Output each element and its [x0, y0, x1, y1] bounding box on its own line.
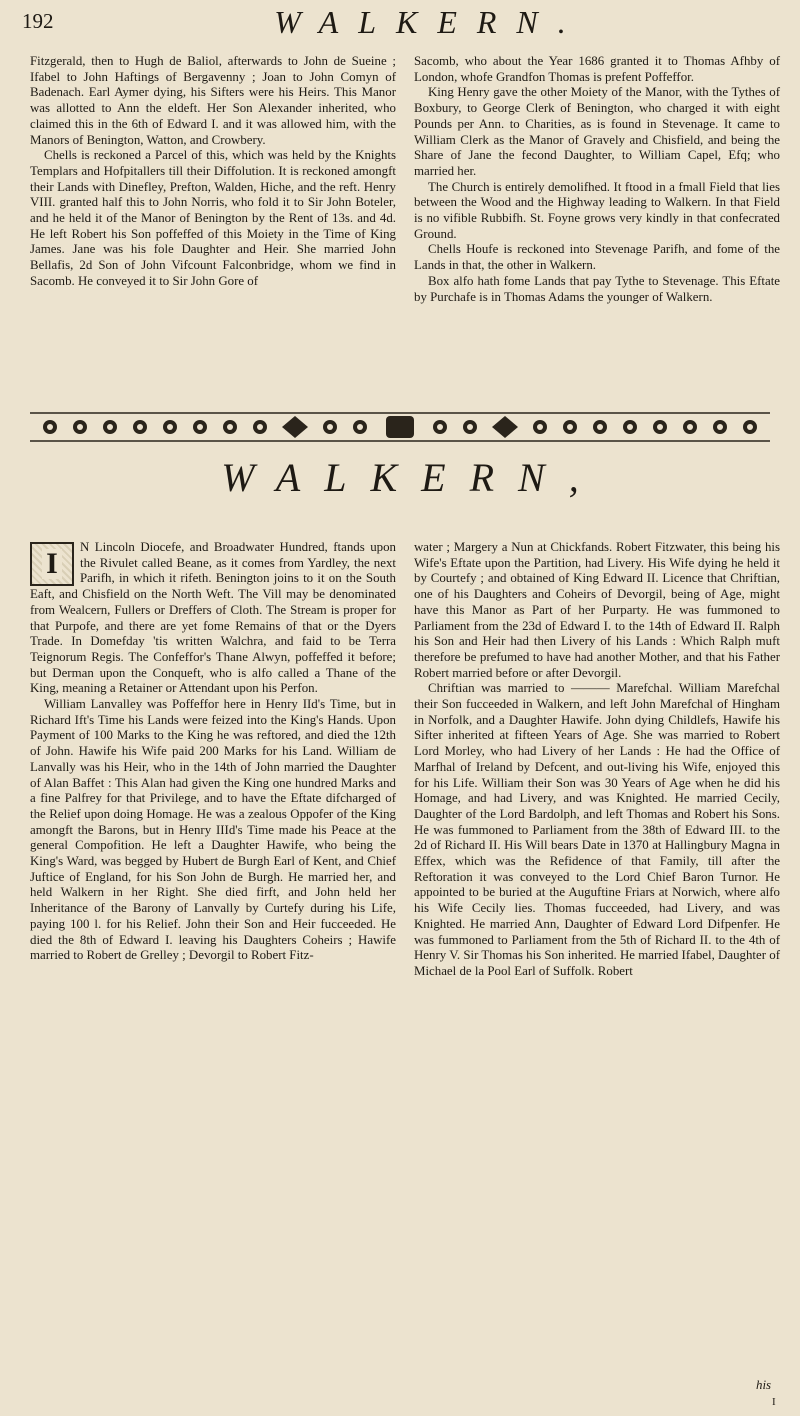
paragraph: Chriftian was married to ——— Marefchal. William Marefchal their Son fucceeded in Walkern, and left John Marefchal of Hingham in Norfolk, and a Daughter Hawife. John dying Childlefs, Hawife his Sifter inherited at fifteen Years of Age. She was married to Robert Lord Morley, who had Livery of her Lands : He had the Office of Marfhal of Ireland by Defcent, and out-living his Wife, enjoyed this for his Life. William their Son was 30 Years of Age when he did his Homage, and had Livery, and was Knighted. He married Cecily, Daughter of the Lord Bardolph, and left Thomas and Robert his Sons. He was fummoned to Parliament from the 38th of Edward III. to the 2d of Richard II. His Will bears Date in 1370 at Hallingbury Magna in Effex, which was the Refidence of that Family, till after the Reftoration it was conveyed to the Lord Chief Baron Turnor. He appointed to be buried at the Auguftine Friars at Norwich, where alfo his Wife Cecily lies. Thomas fucceeded, had Livery, and was Knighted. He married Ann, Daughter of Edward Lord Difpenfer. He was fummoned to Parliament from the 5th of Richard II. to the 4th of Henry V. Sir Thomas his Son inherited. He married Ifabel, Daughter of Michael de la Pool Earl of Suffolk. Robert — [414, 681, 780, 978]
paragraph: water ; Margery a Nun at Chickfands. Robert Fitzwater, this being his Wife's Eftate upon the Partition, had Livery. His Wife dying he held it by Courtefy ; and obtained of King Edward II. Licence that Chriftian, one of his Daughters and Coheirs of Devorgil, being of Age, might have this Manor as Part of her Purparty. He was fummoned to Parliament from the 23d of Edward I. to the 14th of Edward II. Ralph his Son and Heir had then Livery of his Lands : Which Ralph muft therefore be prefumed to have had another Mother, and that his Father Robert married before or after Devorgil. — [414, 540, 780, 680]
left-column-bottom — [30, 540, 396, 964]
catchword: his — [756, 1378, 772, 1392]
paragraph: King Henry gave the other Moiety of the Manor, with the Tythes of Boxbury, to George Clerk of Benington, who charged it with eight Pounds per Ann. to Charities, as is found in Stevenage. It came to William Clerk as the Manor of Gravely and Chisfield, and being the Share of Jane the fecond Daughter, to William Capel, Efq; who married her. — [414, 85, 780, 178]
section-title: WALKERN, — [221, 455, 603, 500]
paragraph-text: N Lincoln Diocefe, and Broadwater Hundred, ftands upon the Rivulet called Beane, as it comes from Yardley, the next Parifh, in which it rifeth. Benington joins to it on the South Eaft, and Chisfield on the North Weft. The Vill may be denominated from Wealcern, Fullers or Dreffers of Cloth. The Stream is proper for that Purpofe, and there are yet fome Remains of that or the Dyers Trade. In Domefday 'tis written Walchra, and faid to be Terra Teignorum Regis. The Confeffor's Thane Alwyn, poffeffed it before; but Derman upon the Conqueft, who is alfo called a Thane of the King, meaning a Retainer or Attendant upon his Perfon. — [30, 540, 396, 696]
drop-cap-icon — [30, 542, 74, 586]
left-column-top — [30, 54, 396, 290]
running-title: WALKERN. — [274, 4, 586, 40]
right-column-top — [414, 54, 780, 305]
paragraph: William Lanvalley was Poffeffor here in Henry IId's Time, but in Richard Ift's Time his Lands were feized into the King's Hands. Upon Payment of 100 Marks to the King he was reftored, and died the 12th of John. Hawife his Wife paid 200 Marks for his Land. William de Lanvally was his Heir, who in the 14th of John married the Daughter of Alan Baffet : This Alan had given the King one hundred Marks and a fine Palfrey for that Privilege, and to have the Eftate difcharged of the Relief upon doing Homage. He was a zealous Oppofer of the King amongft the Barons, but in Henry IIId's Time made his Peace at the general Compofition. He left a Daughter Hawife, who being the King's Ward, was begged by Hubert de Burgh Earl of Kent, and Chief Juftice of England, for his Son John de Burgh. He married her, and held Walkern in her Right. She died firft, and John held her Inheritance of the Barony of Lanvally by Curtefy during his Life, paying 100 l. for his Relief. John their Son and Heir fucceeded. He died the 8th of Edward I. leaving his Daughters Coheirs ; Hawife married to Robert de Grelley ; Devorgil to Robert Fitz- — [30, 697, 396, 963]
page-number: 192 — [22, 9, 54, 33]
paragraph: The Church is entirely demolifhed. It ftood in a fmall Field that lies between the Wood and the Highway leading to Walkern. In that Field is no vifible Rubbifh. St. Foyne grows very kindly in that confecrated Ground. — [414, 179, 780, 241]
paragraph: Chells Houfe is reckoned into Stevenage Parifh, and fome of the Lands in that, the other in Walkern. — [414, 242, 780, 273]
paragraph: Box alfo hath fome Lands that pay Tythe to Stevenage. This Eftate by Purchafe is in Thomas Adams the younger of Walkern. — [414, 273, 780, 304]
drop-cap-letter: I — [42, 549, 62, 579]
paragraph: Chells is reckoned a Parcel of this, which was held by the Knights Templars and Hofpitallers till their Diffolution. It is reckoned amongft their Lands with Dinefley, Prefton, Walden, Hiche, and the reft. Henry VIII. granted half this to John Norris, who fold it to Sir John Boteler, and he held it of the Manor of Benington by the Rent of 13s. and 4d. He left Robert his Son poffeffed of this Moiety in the Time of King James. Jane was his fole Daughter and Heir. She married John Bellafis, 2d Son of John Vifcount Falconbridge, whom we find in Sacomb. He conveyed it to Sir John Gore of — [30, 148, 396, 288]
signature-mark: I — [772, 1396, 776, 1408]
paragraph: Fitzgerald, then to Hugh de Baliol, afterwards to John de Sueine ; Ifabel to John Haftings of Bergavenny ; Joan to John Comyn of Badenach. Earl Aymer dying, his Sifters were his Heirs. This Manor was allotted to Ann the eldeft. Her Son Alexander inherited, who claimed this in the 6th of Edward I. and it was allowed him, with the Manors of Benington, Watton, and Crowbery. — [30, 54, 396, 147]
right-column-bottom — [414, 540, 780, 980]
ornament-band-icon — [30, 410, 770, 444]
opening-paragraph — [30, 540, 396, 697]
paragraph: Sacomb, who about the Year 1686 granted it to Thomas Afhby of London, whofe Grandfon Thomas is prefent Poffeffor. — [414, 54, 780, 84]
